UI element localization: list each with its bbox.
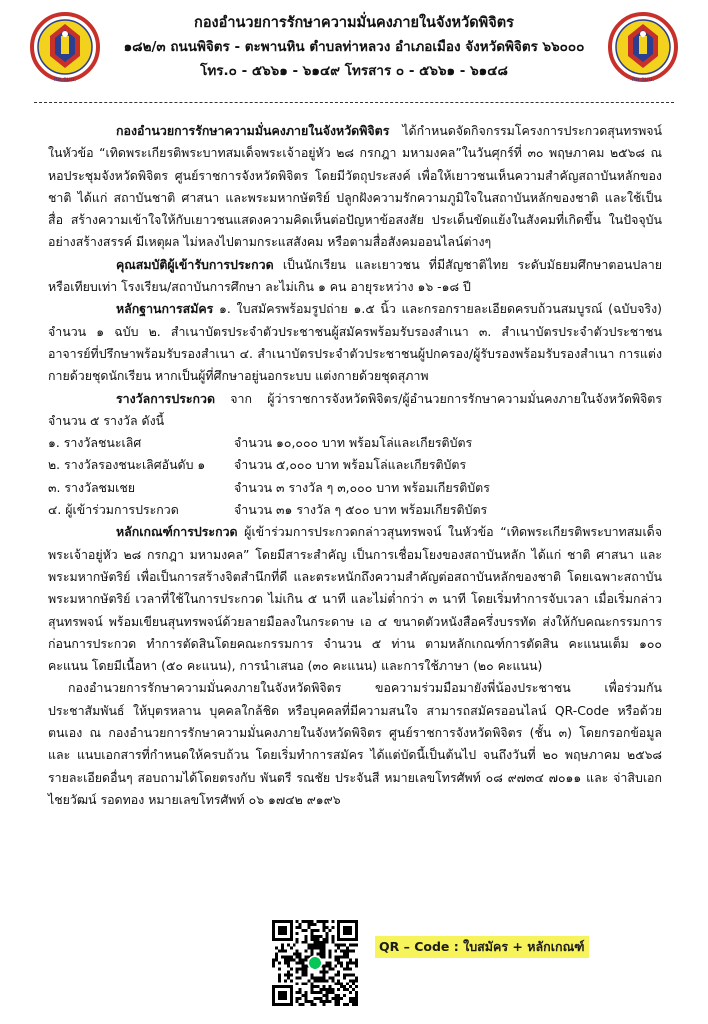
prize-item	[48, 477, 662, 499]
documents-paragraph	[48, 298, 662, 387]
qr-code-icon	[272, 920, 358, 1006]
letterhead	[0, 6, 708, 94]
announcement-body	[48, 120, 662, 811]
prize-item	[48, 454, 662, 476]
prize-detail: จำนวน ๕,๐๐๐ บาท พร้อมโล่และเกียรติบัตร	[234, 457, 467, 473]
closing-paragraph: กองอำนวยการรักษาความมั่นคงภายในจังหวัดพิจิตร ขอความร่วมมือมายังพี่น้องประชาชน เพื่อร่วมกันประชาสัมพันธ์ ให้บุตรหลาน บุคคลใกล้ชิด หรือบุคคลที่มีความสนใจ สามารถสมัครออนไลน์ QR-Code หรือด้วยตนเอง ณ กองอำนวยการรักษาความมั่นคงภายในจังหวัดพิจิตร ศูนย์ราชการจังหวัดพิจิตร (ชั้น ๓) โดยกรอกข้อมูลและ แนบเอกสารที่กำหนดให้ครบถ้วน โดยเริ่มทำการสมัคร ได้แต่บัดนี้เป็นต้นไป จนถึงวันที่ ๒๐ พฤษภาคม ๒๕๖๘ รายละเอียดอื่นๆ สอบถามได้โดยตรงกับ พันตรี รณชัย ประจันสี หมายเลขโทรศัพท์ ๐๘ ๙๗๓๔ ๗๐๑๑ และ จ่าสิบเอก ไชยวัฒน์ รอดทอง หมายเลขโทรศัพท์ ๐๖ ๑๗๔๒ ๙๑๙๖	[48, 680, 662, 807]
prize-item	[48, 432, 662, 454]
prize-detail: จำนวน ๓๑ รางวัล ๆ ๕๐๐ บาท พร้อมเกียรติบัตร	[234, 502, 488, 518]
svg-text:กอ.รมน.: กอ.รมน.	[631, 76, 655, 83]
qr-caption: QR – Code : ใบสมัคร + หลักเกณฑ์	[375, 936, 589, 958]
criteria-text: ผู้เข้าร่วมการประกวดกล่าวสุนทรพจน์ ในหัวข้อ “เทิดพระเกียรติพระบาทสมเด็จพระเจ้าอยู่หัว ๒๘ กรกฎา มหามงคล” โดยมีสาระสำคัญ เป็นการเชื่อมโยงของสถาบันหลัก ได้แก่ ชาติ ศาสนา และพระมหากษัตริย์ เพื่อเป็นการสร้างจิตสำนึกที่ดี และตระหนักถึงความสำคัญต่อสถาบันหลักของชาติ โดยเฉพาะสถาบันพระมหากษัตริย์ เวลาที่ใช้ในการประกวด ไม่เกิน ๕ นาที และไม่ต่ำกว่า ๓ นาที โดยเริ่มทำการจับเวลา เมื่อเริ่มกล่าวสุนทรพจน์ พร้อมเขียนสุนทรพจน์ด้วยลายมือลงในกระดาษ เอ ๔ ขนาดตัวหนังสือครึ่งบรรทัด ส่งให้กับคณะกรรมการก่อนการประกวด ทำการตัดสินโดยคณะกรรมการ จำนวน ๕ ท่าน ตามหลักเกณฑ์การตัดสิน คะแนนเต็ม ๑๐๐ คะแนน โดยมีเนื้อหา (๕๐ คะแนน), การนำเสนอ (๓๐ คะแนน) และการใช้ภาษา (๒๐ คะแนน)	[48, 524, 662, 674]
prizes-text: จาก ผู้ว่าราชการจังหวัดพิจิตร/ผู้อำนวยการรักษาความมั่นคงภายในจังหวัดพิจิตร จำนวน ๕ รางวัล ดังนี้	[48, 390, 662, 428]
prizes-lead: รางวัลการประกวด	[116, 390, 216, 406]
documents-text: ๑. ใบสมัครพร้อมรูปถ่าย ๑.๕ นิ้ว และกรอกรายละเอียดครบถ้วนสมบูรณ์ (ฉบับจริง) จำนวน ๑ ฉบับ ๒. สำเนาบัตรประจำตัวประชาชนผู้สมัครพร้อมรับรองสำเนา ๓. สำเนาบัตรประจำตัวประชาชนอาจารย์ที่ปรึกษาพร้อมรับรองสำเนา ๔. สำเนาบัตรประจำตัวประชาชนผู้ปกครอง/ผู้รับรองพร้อมรับรองสำเนา การแต่งกายด้วยชุดนักเรียน หากเป็นผู้ที่ศึกษาอยู่นอกระบบ แต่งกายด้วยชุดสุภาพ	[48, 301, 662, 384]
prize-name: ๑. รางวัลชนะเลิศ	[48, 435, 142, 451]
prize-name: ๔. ผู้เข้าร่วมการประกวด	[48, 502, 179, 518]
prize-name: ๒. รางวัลรองชนะเลิศอันดับ ๑	[48, 457, 206, 473]
prize-detail: จำนวน ๑๐,๐๐๐ บาท พร้อมโล่และเกียรติบัตร	[234, 435, 473, 451]
agency-address: ๑๘๒/๓ ถนนพิจิตร - ตะพานหิน ตำบลท่าหลวง อำเภอเมือง จังหวัดพิจิตร ๖๖๐๐๐	[123, 39, 585, 55]
isoc-emblem-left	[30, 10, 100, 88]
prize-item	[48, 499, 662, 521]
criteria-lead: หลักเกณฑ์การประกวด	[116, 524, 238, 540]
agency-phone: โทร.๐ - ๕๖๖๑ - ๖๑๔๙ โทรสาร ๐ - ๕๖๖๑ - ๖๑๔๘	[200, 63, 508, 79]
qualification-paragraph	[48, 254, 662, 299]
documents-lead: หลักฐานการสมัคร	[116, 301, 214, 317]
isoc-emblem-right	[608, 10, 678, 88]
qualification-text: เป็นนักเรียน และเยาวชน ที่มีสัญชาติไทย ระดับมัธยมศึกษาตอนปลายหรือเทียบเท่า โรงเรียน/สถาบันการศึกษา ละไม่เกิน ๑ คน อายุระหว่าง ๑๖ -๑๘ ปี	[48, 256, 662, 295]
registration-qr-code[interactable]	[272, 920, 358, 1006]
header-divider	[34, 102, 674, 103]
intro-paragraph	[48, 120, 662, 254]
criteria-paragraph	[48, 521, 662, 677]
prize-detail: จำนวน ๓ รางวัล ๆ ๓,๐๐๐ บาท พร้อมเกียรติบัตร	[234, 479, 490, 495]
intro-text: ได้กำหนดจัดกิจกรรมโครงการประกวดสุนทรพจน์ ในหัวข้อ “เทิดพระเกียรติพระบาทสมเด็จพระเจ้าอยู่หัว ๒๘ กรกฎา มหามงคล”ในวันศุกร์ที่ ๓๐ พฤษภาคม ๒๕๖๘ ณ หอประชุมจังหวัดพิจิตร ศูนย์ราชการจังหวัดพิจิตร โดยมีวัตถุประสงค์ เพื่อให้เยาวชนเห็นความสำคัญสถาบันหลักของชาติ ได้แก่ สถาบันชาติ ศาสนา และพระมหากษัตริย์ ปลูกฝังความรักความภูมิใจในสถาบันหลักของชาติ และใช้เป็นสื่อ สร้างความเข้าใจให้กับเยาวชนแสดงความคิดเห็นต่อปัญหาข้อสงสัย ประเด็นขัดแย้งในสังคมที่เกิดขึ้น ในปัจจุบันอย่างสร้างสรรค์ มีเหตุผล ไม่หลงไปตามกระแสสังคม หรือตามสื่อสังคมออนไลน์ต่างๆ	[48, 123, 662, 250]
svg-text:กอ.รมน.: กอ.รมน.	[53, 76, 77, 83]
qualification-lead: คุณสมบัติผู้เข้ารับการประกวด	[116, 256, 274, 272]
intro-lead: กองอำนวยการรักษาความมั่นคงภายในจังหวัดพิจิตร	[116, 123, 390, 138]
prize-name: ๓. รางวัลชมเชย	[48, 479, 136, 495]
agency-name: กองอำนวยการรักษาความมั่นคงภายในจังหวัดพิจิตร	[194, 15, 514, 31]
prizes-paragraph	[48, 388, 662, 433]
